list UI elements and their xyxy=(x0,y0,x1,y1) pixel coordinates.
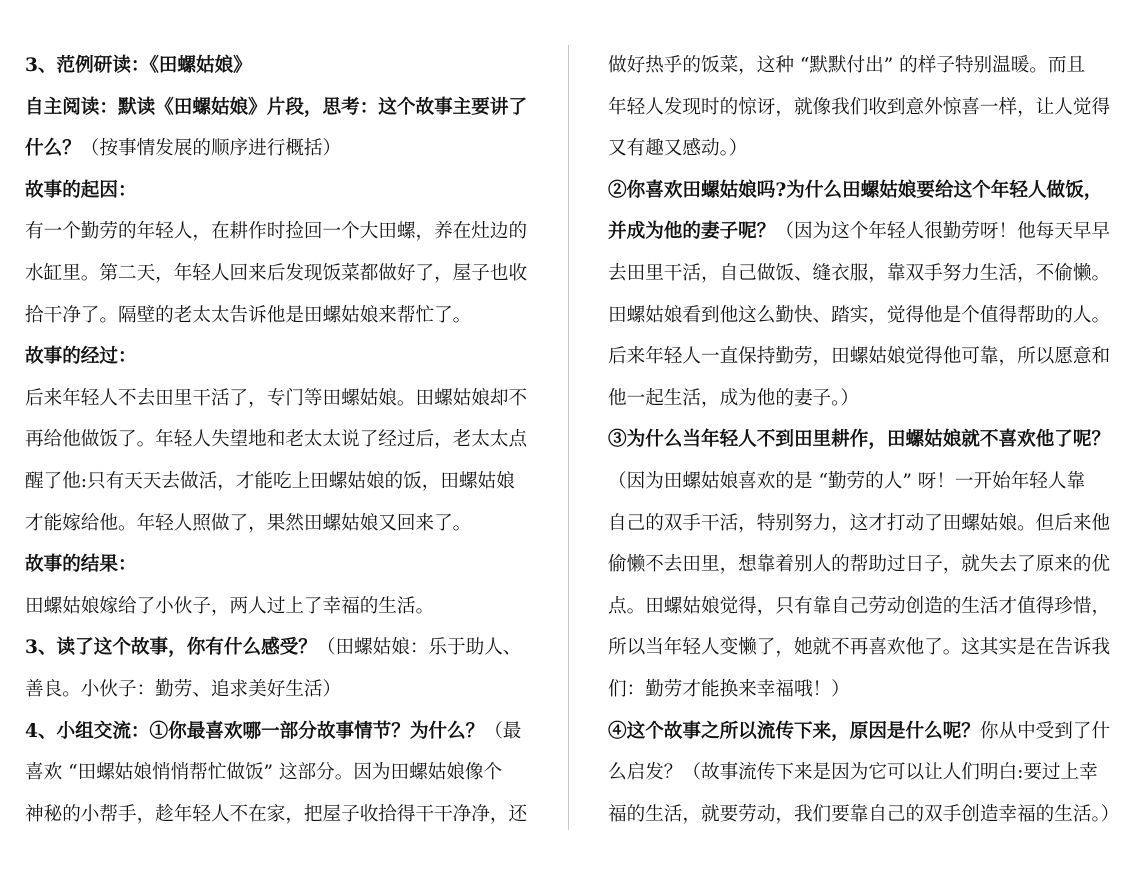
group-discussion-answer-line-1: 喜欢 “田螺姑娘悄悄帮忙做饭” 这部分。因为田螺姑娘像个 xyxy=(25,762,503,784)
answer-1-line-3: 做好热乎的饭菜，这种 “默默付出” 的样子特别温暖。而且 xyxy=(608,55,1086,76)
group-discussion-answer-line-2: 神秘的小帮手，趁年轻人不在家，把屋子收拾得干干净净，还 xyxy=(25,803,528,825)
heading-result: 故事的结果： xyxy=(25,554,137,576)
answer-2-start: （因为这个年轻人很勤劳呀！他每天早早 xyxy=(775,221,1111,243)
question-text: 什么？ xyxy=(25,138,81,160)
group-discussion-question-text: 4、小组交流：①你最喜欢哪一部分故事情节？为什么？ xyxy=(25,720,485,742)
answer-2-line-5: 他一起生活，成为他的妻子。） xyxy=(608,387,860,409)
feeling-answer-start: （田螺姑娘：乐于助人、 xyxy=(316,637,522,659)
result-text: 田螺姑娘嫁给了小伙子，两人过上了幸福的生活。 xyxy=(25,595,435,617)
process-text-line-4: 才能嫁给他。年轻人照做了，果然田螺姑娘又回来了。 xyxy=(25,512,472,534)
answer-2-line-4: 后来年轻人一直保持勤劳，田螺姑娘觉得他可靠，所以愿意和 xyxy=(608,346,1111,368)
answer-4-line-1: 么启发？（故事流传下来是因为它可以让人们明白:要过上幸 xyxy=(608,762,1098,784)
answer-4-line-2: 福的生活，就要劳动，我们要靠自己的双手创造幸福的生活。） xyxy=(608,803,1120,825)
answer-3-line-4: 点。田螺姑娘觉得，只有靠自己劳动创造的生活才值得珍惜， xyxy=(608,595,1111,617)
heading-process: 故事的经过： xyxy=(25,346,137,368)
question-2-text: 并成为他的妻子呢？ xyxy=(608,221,776,243)
process-text-line-1: 后来年轻人不去田里干活了，专门等田螺姑娘。田螺姑娘却不 xyxy=(25,387,528,409)
heading-cause: 故事的起因： xyxy=(25,179,137,201)
cause-text-line-1: 有一个勤劳的年轻人，在耕作时捡回一个大田螺，养在灶边的 xyxy=(25,221,528,243)
section-heading-example-study: 3、范例研读：《田螺姑娘》 xyxy=(25,55,252,76)
answer-3-line-5: 所以当年轻人变懒了，她就不再喜欢他了。这其实是在告诉我 xyxy=(608,637,1111,659)
reading-task-question-cont xyxy=(25,128,535,170)
answer-3-line-2: 自己的双手干活，特别努力，这才打动了田螺姑娘。但后来他 xyxy=(608,512,1111,534)
group-discussion-question xyxy=(25,711,535,753)
right-column xyxy=(608,45,1118,835)
reading-task-question: 自主阅读：默读《田螺姑娘》片段，思考：这个故事主要讲了 xyxy=(25,96,528,118)
answer-2-line-3: 田螺姑娘看到他这么勤快、踏实，觉得他是个值得帮助的人。 xyxy=(608,304,1111,326)
feeling-question-text: 3、读了这个故事，你有什么感受？ xyxy=(25,637,317,659)
column-divider xyxy=(568,45,569,830)
question-3: ③为什么当年轻人不到田里耕作，田螺姑娘就不喜欢他了呢？ xyxy=(608,429,1111,451)
question-4 xyxy=(608,711,1118,753)
feeling-question xyxy=(25,627,535,669)
answer-2-line-2: 去田里干活，自己做饭、缝衣服，靠双手努力生活，不偷懒。 xyxy=(608,262,1111,284)
process-text-line-2: 再给他做饭了。年轻人失望地和老太太说了经过后，老太太点 xyxy=(25,429,528,451)
cause-text-line-2: 水缸里。第二天，年轻人回来后发现饭菜都做好了，屋子也收 xyxy=(25,262,528,284)
answer-3-line-3: 偷懒不去田里，想靠着别人的帮助过日子，就失去了原来的优 xyxy=(608,554,1111,576)
question-4-text: ④这个故事之所以流传下来，原因是什么呢？ xyxy=(608,720,980,742)
question-2-cont xyxy=(608,211,1118,253)
left-column xyxy=(25,45,535,835)
answer-1-line-5: 又有趣又感动。） xyxy=(608,138,748,160)
process-text-line-3: 醒了他:只有天天去做活，才能吃上田螺姑娘的饭，田螺姑娘 xyxy=(25,470,515,492)
answer-3-line-6: 们：勤劳才能换来幸福哦！） xyxy=(608,678,850,700)
feeling-answer-cont: 善良。小伙子：勤劳、追求美好生活） xyxy=(25,678,342,700)
group-discussion-answer-start: （最 xyxy=(484,720,522,742)
question-4-cont: 你从中受到了什 xyxy=(979,720,1111,742)
question-2: ②你喜欢田螺姑娘吗?为什么田螺姑娘要给这个年轻人做饭， xyxy=(608,179,1103,201)
answer-3-line-1: （因为田螺姑娘喜欢的是 “勤劳的人” 呀！一开始年轻人靠 xyxy=(608,470,1086,492)
cause-text-line-3: 拾干净了。隔壁的老太太告诉他是田螺姑娘来帮忙了。 xyxy=(25,304,472,326)
answer-1-line-4: 年轻人发现时的惊讶，就像我们收到意外惊喜一样，让人觉得 xyxy=(608,96,1111,118)
question-hint: （按事情发展的顺序进行概括） xyxy=(80,138,342,160)
